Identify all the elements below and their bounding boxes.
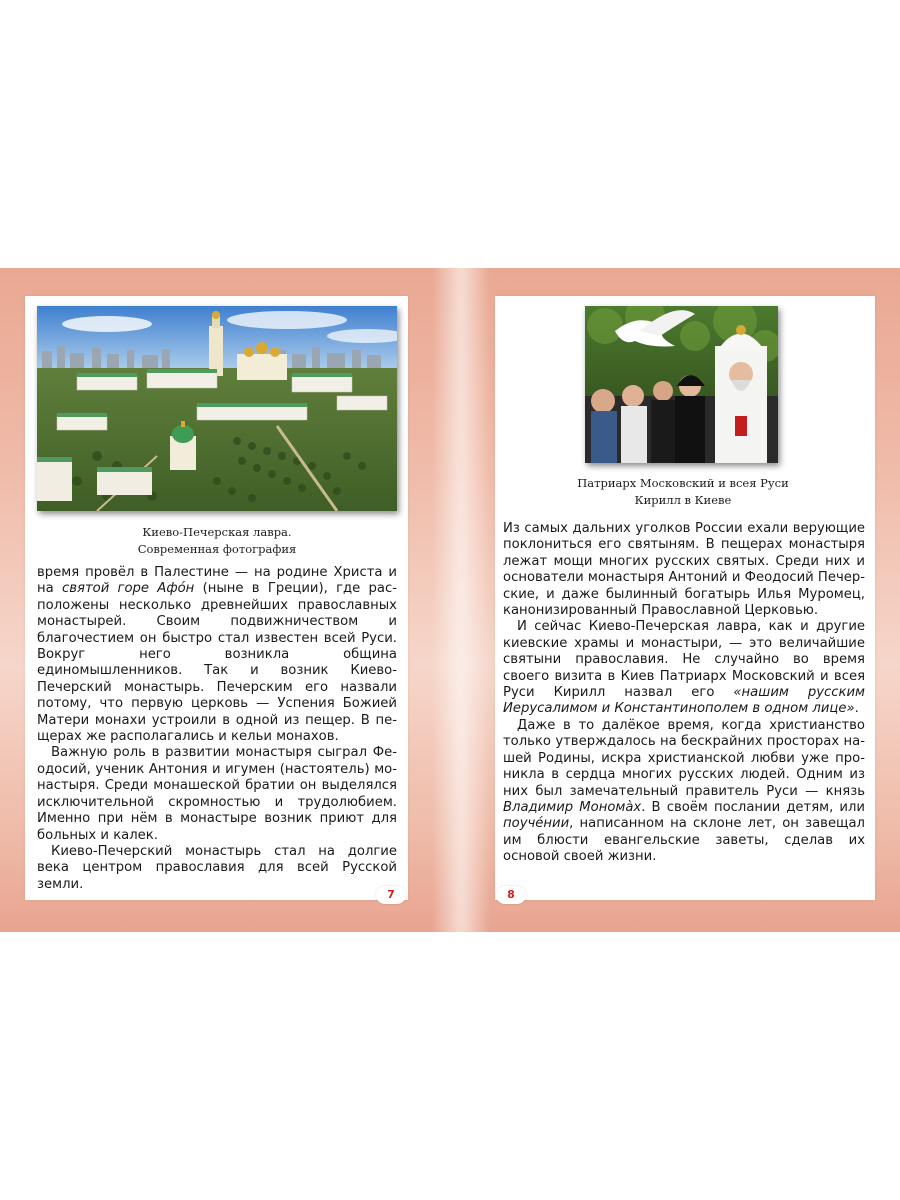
right-page	[455, 268, 900, 932]
text-run: И сейчас Киево-Печерская лавра, как и другие киевские храмы и монастыри, — это величайшие святыни православия. Не случайно во время своего визита в Киев Патриарх Московский и всея Руси Кирилл назвал его	[503, 619, 865, 701]
italic-term: святой горе Афо́н	[61, 581, 195, 597]
text-run: (ныне в Греции), где расположены несколько древнейших православных монастырей. Своим подвижничеством и благочестием он быстро стал известен всей Руси. Вокруг него возникла община единомышленников. Так и возник Киево-Печерский монастырь. Печерским его назвали потому, что первую церковь — Успения Божией Матери монахи устроили в одной из пещер. В пещерах же располагались и кельи монахов.	[37, 581, 397, 745]
lavra-photo	[37, 306, 397, 511]
text-run: . В своём послании детям, или	[641, 799, 865, 815]
caption-line-2: Кирилл в Киеве	[634, 493, 732, 507]
caption-line-1: Патриарх Московский и всея Руси	[577, 476, 789, 490]
text-run: время провёл в Палестине — на родине Христа и на	[37, 565, 397, 597]
patriarch-photo-illustration	[585, 306, 778, 463]
left-page	[0, 268, 445, 932]
italic-term: поучéнии	[503, 816, 570, 832]
paragraph	[503, 718, 865, 866]
paragraph	[503, 521, 865, 619]
caption-line-2: Современная фотография	[137, 542, 297, 556]
paragraph	[37, 844, 397, 893]
patriarch-photo-caption	[555, 475, 811, 509]
text-run: Из самых дальних уголков России ехали верующие поклониться его святыням. В пещерах монастыря лежат мощи многих русских святых. Среди них и основатели монастыря Антоний и Феодосий Печерские, и даже былинный богатырь Илья Муромец, канонизированный Православной Церковью.	[503, 521, 865, 619]
paragraph	[503, 619, 865, 717]
paragraph	[37, 745, 397, 843]
left-page-text	[37, 565, 397, 893]
lavra-photo-illustration	[37, 306, 397, 511]
text-run: .	[854, 701, 859, 717]
page-number-8: 8	[496, 886, 526, 904]
text-run: Важную роль в развитии монастыря сыграл Феодосий, ученик Антония и игумен (настоятель) монастыря. Среди монашеской братии он выделялся исключительной скромностью и трудолюбием. Именно при нём в монастыре возник приют для больных и калек.	[37, 745, 397, 843]
lavra-photo-caption	[37, 524, 397, 558]
text-run: Даже в то далёкое время, когда христианство только утверждалось на бескрайних просторах нашей Родины, искра христианской любви уже проникла в сердца многих русских людей. Одним из них был замечательный правитель Руси — князь	[503, 717, 865, 799]
book-spread	[0, 268, 900, 932]
text-run: , написанном на склоне лет, он завещал им блюсти евангельские заветы, сделав их основой своей жизни.	[503, 816, 865, 865]
page-number-7: 7	[376, 886, 406, 904]
italic-term: Владимир Мономàх	[503, 799, 642, 815]
text-run: Киево-Печерский монастырь стал на долгие века центром православия для всей Русской земли.	[37, 843, 397, 892]
right-page-text	[503, 521, 865, 866]
caption-line-1: Киево-Печерская лавра.	[142, 525, 292, 539]
patriarch-photo	[585, 306, 778, 463]
paragraph	[37, 565, 397, 745]
italic-term: «нашим русским Иерусалимом и Константинополем в одном лице»	[503, 685, 865, 717]
